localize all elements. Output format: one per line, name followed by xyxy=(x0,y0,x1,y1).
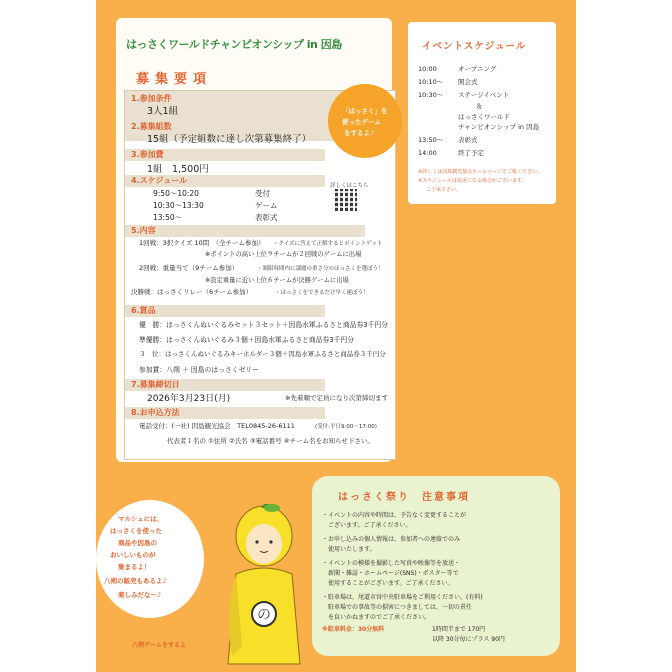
notice-line: 使用することがございます。ご了承ください。 xyxy=(322,580,454,587)
schedule-note-2: ※スケジュールは変更になる場合がございます。 xyxy=(418,178,527,184)
page-title: はっさくワールドチャンピオンシップ in 因島 xyxy=(126,38,342,51)
parking-fee-1: 1時間半まで 170円 xyxy=(432,626,486,633)
round2-note: ・制限時間内に課題の重さ分のはっさくを選ぼう！ xyxy=(257,266,384,272)
bubble-line: おいしいものが xyxy=(110,551,156,559)
round1-note: ・クイズに答えて正解するとポイントゲット xyxy=(273,241,383,247)
section-heading-fee: 3.参加費 xyxy=(131,150,164,159)
bubble-line: 商品や因島の xyxy=(118,539,157,547)
schedule-note-1: ※詳しくは因島観光協会ホームページをご覧ください。 xyxy=(418,169,543,175)
recruitment-heading: 募集要項 xyxy=(136,72,213,87)
round1-bullet: ※ポイントの高い上位９チームが２回戦のゲームに出場 xyxy=(205,251,362,258)
qr-caption: 詳しくはこちら xyxy=(330,183,369,189)
svg-text:の: の xyxy=(257,607,271,623)
badge-line-3: をするよ♪ xyxy=(344,129,375,137)
bubble-line: 集まるよ！ xyxy=(118,563,151,571)
schedule-event-1: 受付 xyxy=(255,189,270,198)
event-schedule-panel xyxy=(408,22,556,204)
bubble-line: 楽しみだな〜♪ xyxy=(118,591,162,599)
lemon-mascot-icon xyxy=(214,504,314,672)
event-row: 13:50〜 表彰式 xyxy=(418,136,478,144)
parking-fee-2: 以降 30分毎にプラス 90円 xyxy=(432,636,505,643)
schedule-note-3: ご了承下さい。 xyxy=(426,187,462,193)
apply-representative: 代表者１名の ①住所 ②氏名 ③電話番号 ④チーム名をお知らせ下さい。 xyxy=(167,437,374,445)
event-row: ＆ xyxy=(476,102,483,110)
game-badge xyxy=(328,84,402,158)
prize-third: ３ 位：はっさくんぬいぐるみキーホルダー３個＋因島水軍ふるさと商品券３千円分 xyxy=(139,350,386,358)
bubble-line: はっさくを使った xyxy=(110,527,162,535)
bubble-line: 八朔の販売もあるよ♪ xyxy=(104,577,167,585)
round2-text: 2回戦：重量当て（9チーム参加） xyxy=(139,264,239,272)
notice-line: 駐車場での事故等の損害につきましては、一切の責任 xyxy=(322,604,472,611)
final-text: 決勝戦：はっさくリレー（6チーム参加） xyxy=(131,288,253,296)
section-heading-schedule: 4.スケジュール xyxy=(131,176,188,185)
event-row: 10:00 オープニング xyxy=(418,65,497,73)
apply-phone: 電話受付：(一社) 因島観光協会 TEL0845-26-6111 xyxy=(139,422,295,430)
notice-line: ・お申し込みの個人情報は、参加者への連絡でのみ xyxy=(322,536,461,543)
notice-line: ・駐車場は、尾道市営中央駐車場をご利用ください。(有料) xyxy=(322,594,483,601)
teams-text: 15組（予定組数に達し次第募集終了） xyxy=(147,134,312,145)
apply-hours: (受付:平日9:00〜17:00) xyxy=(315,424,377,430)
event-schedule-title: イベントスケジュール xyxy=(422,41,527,52)
schedule-time-1: 9:50〜10:20 xyxy=(153,189,199,198)
section-heading-apply: 8.お申込方法 xyxy=(131,408,180,417)
mascot-caption: 八朔ゲームをするよ xyxy=(132,642,187,649)
prize-participation: 参加賞：八朔 ＋ 因島のはっさくゼリー xyxy=(139,366,259,374)
notice-line: ・イベントの内容や時間は、予告なく変更することが xyxy=(322,512,467,519)
event-row: 14:00 終了予定 xyxy=(418,149,484,157)
event-row: 10:30〜 ステージイベント xyxy=(418,91,510,99)
deadline-note: ※先着順で定員になり次第締切ます xyxy=(285,394,388,402)
round2-bullet: ※設定重量に近い上位６チームが決勝ゲームに出場 xyxy=(205,277,349,284)
round1-text: 1回戦：3択クイズ 10問 （全チーム参加） xyxy=(139,239,265,247)
section-heading-conditions: 1.参加条件 xyxy=(131,94,172,103)
notice-title: はっさく祭り 注意事項 xyxy=(338,492,470,503)
speech-bubble xyxy=(96,500,204,618)
notice-line: ございます。ご了承ください。 xyxy=(322,522,412,529)
fee-text: 1組 1,500円 xyxy=(147,164,209,175)
event-row: チャンピオンシップ in 因島 xyxy=(458,123,540,131)
final-note: ・はっさくをできるだけ早く運ぼう！ xyxy=(275,290,369,296)
section-heading-teams: 2.募集組数 xyxy=(131,122,172,131)
parking-fee-label: ※駐車料金：30分無料 xyxy=(322,626,385,633)
badge-line-1: 「はっさく」を xyxy=(342,107,388,115)
schedule-time-2: 10:30〜13:30 xyxy=(153,201,204,210)
notice-panel xyxy=(312,476,560,656)
prize-first: 優 勝：はっさくんぬいぐるみセット３セット＋因島水軍ふるさと商品券3千円分 xyxy=(139,321,389,329)
schedule-event-3: 表彰式 xyxy=(255,213,278,222)
badge-line-2: 使ったゲーム xyxy=(342,118,381,126)
event-row: 10:10〜 開会式 xyxy=(418,78,478,86)
section-heading-contents: 5.内容 xyxy=(131,226,156,235)
notice-line: を負いかねますのでご了承ください。 xyxy=(322,614,431,621)
notice-line: 使用いたします。 xyxy=(322,546,376,553)
notice-line: 新聞・雑誌・ホームページ(SNS)・ポスター等で xyxy=(322,570,459,577)
schedule-time-3: 13:50〜 xyxy=(153,213,183,222)
schedule-event-2: ゲーム xyxy=(255,201,278,210)
bubble-line: マルシェには、 xyxy=(118,515,164,523)
event-row: はっさくワールド xyxy=(458,113,510,121)
section-heading-prizes: 6.賞品 xyxy=(131,306,156,315)
prize-second: 準優勝：はっさくんぬいぐるみ３個＋因島水軍ふるさと商品券3千円分 xyxy=(139,336,355,344)
notice-line: ・イベントの模様を撮影した写真や映像等を放送・ xyxy=(322,560,461,567)
conditions-text: 3人1組 xyxy=(147,106,179,117)
section-heading-deadline: 7.募集締切日 xyxy=(131,380,180,389)
deadline-date: 2026年3月23日(月) xyxy=(147,394,231,404)
